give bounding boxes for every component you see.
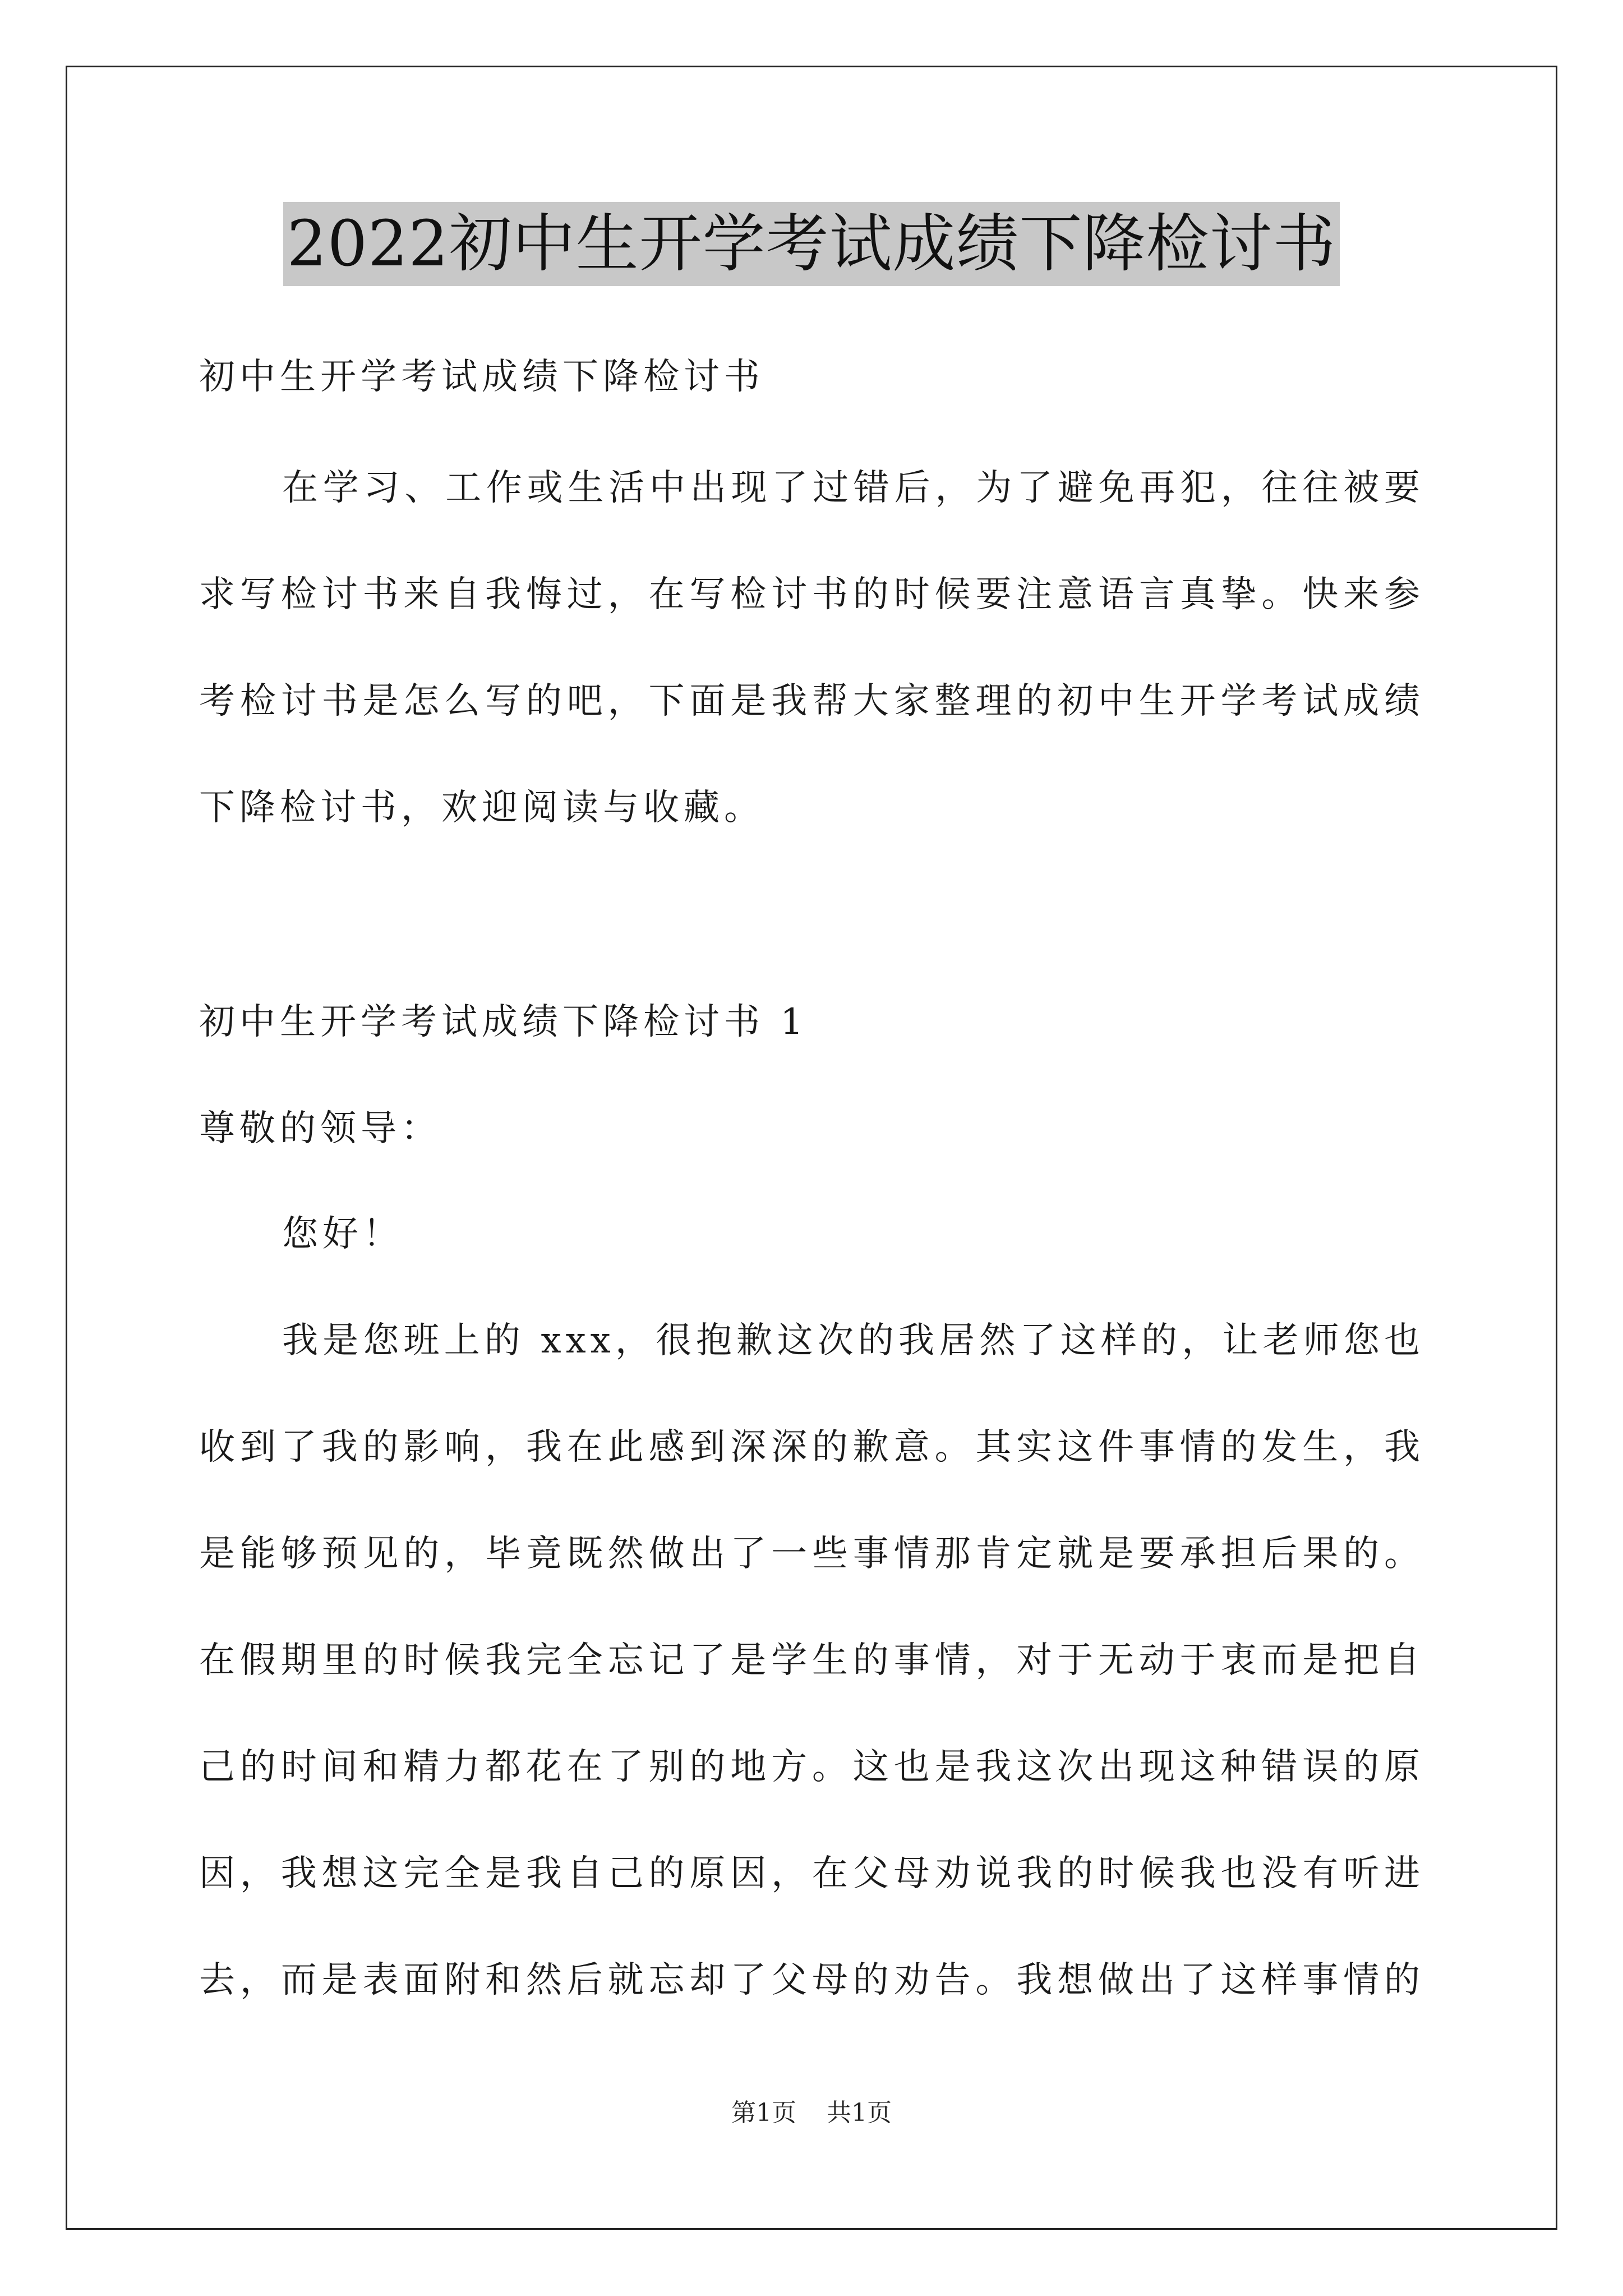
subtitle: 初中生开学考试成绩下降检讨书	[199, 356, 764, 398]
body-line: 己的时间和精力都花在了别的地方。这也是我这次出现这种错误的原	[199, 1746, 1424, 1788]
intro-line: 在学习、工作或生活中出现了过错后，为了避免再犯，往往被要	[282, 467, 1424, 509]
document-title: 2022初中生开学考试成绩下降检讨书	[283, 202, 1339, 286]
page-total: 共1页	[827, 2099, 892, 2127]
page-number: 第1页	[731, 2099, 796, 2127]
section-heading: 初中生开学考试成绩下降检讨书 1	[199, 1001, 808, 1043]
intro-line: 求写检讨书来自我悔过，在写检讨书的时候要注意语言真挚。快来参	[199, 574, 1424, 615]
intro-line: 考检讨书是怎么写的吧，下面是我帮大家整理的初中生开学考试成绩	[199, 680, 1424, 722]
salutation: 尊敬的领导：	[199, 1108, 441, 1149]
body-line: 在假期里的时候我完全忘记了是学生的事情，对于无动于衷而是把自	[199, 1640, 1424, 1681]
body-line: 我是您班上的 xxx，很抱歉这次的我居然了这样的，让老师您也	[282, 1320, 1424, 1361]
body-line: 收到了我的影响，我在此感到深深的歉意。其实这件事情的发生，我	[199, 1427, 1424, 1468]
body-line: 是能够预见的，毕竟既然做出了一些事情那肯定就是要承担后果的。	[199, 1533, 1424, 1575]
intro-line: 下降检讨书，欢迎阅读与收藏。	[199, 787, 764, 829]
body-line: 去，而是表面附和然后就忘却了父母的劝告。我想做出了这样事情的	[199, 1959, 1424, 2001]
greeting: 您好！	[282, 1213, 403, 1255]
page-footer	[0, 2092, 1623, 2128]
body-line: 因，我想这完全是我自己的原因，在父母劝说我的时候我也没有听进	[199, 1853, 1424, 1894]
title-container	[0, 202, 1623, 286]
